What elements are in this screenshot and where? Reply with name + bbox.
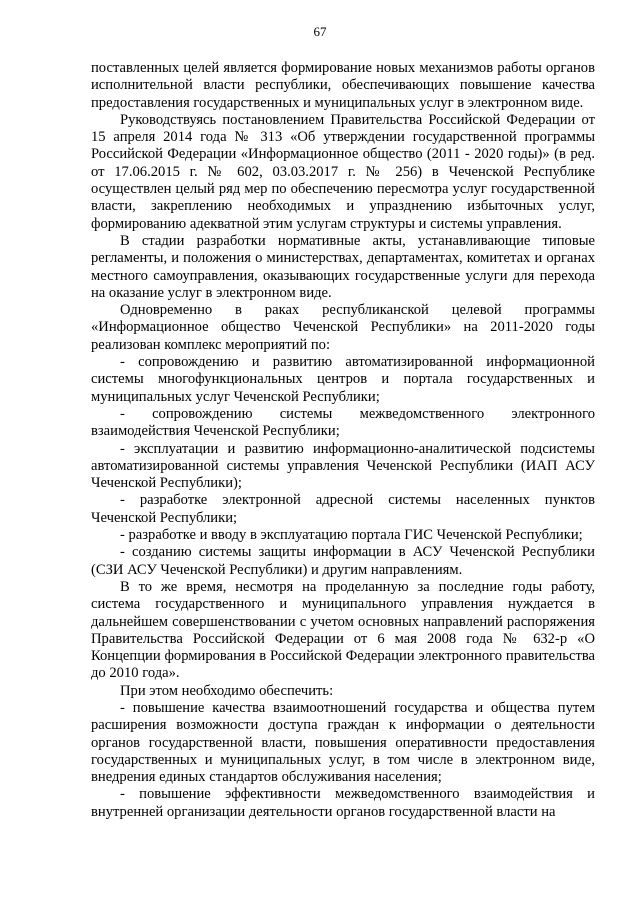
list-item: - повышение качества взаимоотношений государства и общества путем расширения возможности доступа граждан к информации о деятельности органов государственной власти, повышения оперативности предоставления государственных и муниципальных услуг, в том числе в электронном виде, внедрения единых стандартов обслуживания населения; bbox=[91, 699, 595, 786]
paragraph: Руководствуясь постановлением Правительства Российской Федерации от 15 апреля 2014 года № 313 «Об утверждении государственной программы Российской Федерации «Информационное общество (2011 - 2020 годы)» (в ред. от 17.06.2015 г. № 602, 03.03.2017 г. № 256) в Чеченской Республике осуществлен целый ряд мер по обеспечению пересмотра услуг государственной власти, закреплению необходимых и упразднению избыточных услуг, формированию адекватной этим услугам структуры и системы управления. bbox=[91, 111, 595, 232]
list-item: - разработке и вводу в эксплуатацию портала ГИС Чеченской Республики; bbox=[120, 527, 583, 544]
list-item: - разработке электронной адресной системы населенных пунктов Чеченской Республики; bbox=[91, 492, 595, 526]
paragraph: Одновременно в раках республиканской целевой программы «Информационное общество Чеченской Республики» на 2011-2020 годы реализован комплекс мероприятий по: bbox=[91, 302, 595, 353]
list-item: - созданию системы защиты информации в АСУ Чеченской Республики (СЗИ АСУ Чеченской Республики) и другим направлениям. bbox=[91, 544, 595, 578]
list-item: - повышение эффективности межведомственного взаимодействия и внутренней организации деятельности органов государственной власти на bbox=[91, 786, 595, 820]
paragraph: поставленных целей является формирование новых механизмов работы органов исполнительной власти республики, обеспечивающих повышение качества предоставления государственных и муниципальных услуг в электронном виде. bbox=[91, 60, 595, 111]
paragraph: В стадии разработки нормативные акты, устанавливающие типовые регламенты, и положения о министерствах, департаментах, комитетах и органах местного самоуправления, оказывающих государственные услуги для перехода на оказание услуг в электронном виде. bbox=[91, 232, 595, 301]
list-item: - сопровождению системы межведомственного электронного взаимодействия Чеченской Республики; bbox=[91, 405, 595, 440]
paragraph: При этом необходимо обеспечить: bbox=[120, 682, 334, 699]
list-item: - сопровождению и развитию автоматизированной информационной системы многофункциональных центров и портала государственных и муниципальных услуг Чеченской Республики; bbox=[91, 354, 595, 405]
document-body bbox=[91, 60, 595, 821]
list-item: - эксплуатации и развитию информационно-аналитической подсистемы автоматизированной системы управления Чеченской Республики (ИАП АСУ Чеченской Республики); bbox=[91, 440, 595, 492]
paragraph: В то же время, несмотря на проделанную за последние годы работу, система государственного и муниципального управления нуждается в дальнейшем совершенствовании с учетом основных направлений распоряжения Правительства Российской Федерации от 6 мая 2008 года № 632-р «О Концепции формирования в Российской Федерации электронного правительства до 2010 года». bbox=[91, 578, 595, 682]
page-number: 67 bbox=[313, 24, 327, 39]
